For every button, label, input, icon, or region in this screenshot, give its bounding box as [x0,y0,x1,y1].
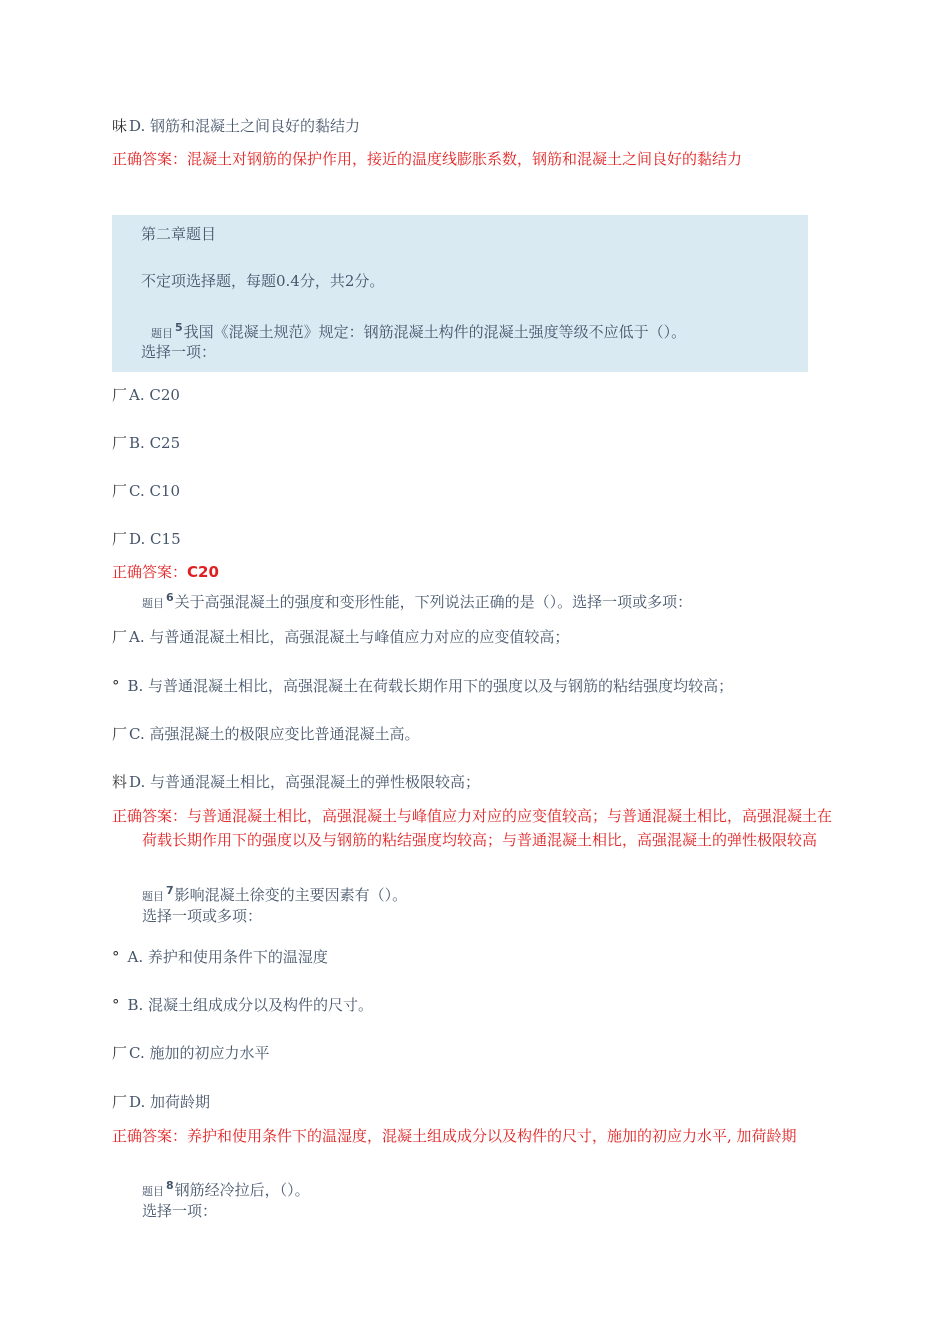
option-text: C. 高强混凝土的极限应变比普通混凝土高。 [129,725,420,743]
q4-answer [112,147,838,171]
chapter-info-box [112,215,808,372]
option-text: B. 与普通混凝土相比，高强混凝土在荷载长期作用下的强度以及与钢筋的粘结强度均较高； [127,677,734,695]
option-text: D. 钢筋和混凝土之间良好的黏结力 [129,117,361,135]
q6-option-a[interactable] [112,628,569,646]
option-text: C. 施加的初应力水平 [129,1044,270,1062]
q5-answer [112,560,838,584]
q4-option-d[interactable] [112,117,360,135]
question-number: 6 [166,591,174,604]
q7-prompt: 选择一项或多项： [142,907,263,925]
q8-prompt: 选择一项： [142,1202,218,1220]
option-text: B. C25 [129,434,181,452]
question-number: 5 [175,321,183,334]
option-marker: 厂 [112,1093,128,1111]
option-text: D. 加荷龄期 [129,1093,211,1111]
question-text: 关于高强混凝土的强度和变形性能，下列说法正确的是（）。选择一项或多项： [174,593,693,611]
q6-option-c[interactable] [112,725,420,743]
option-text: B. 混凝土组成成分以及构件的尺寸。 [127,996,374,1014]
option-marker: ° [112,677,120,695]
chapter-instructions: 不定项选择题，每题0.4分，共2分。 [141,272,385,290]
q5-option-c[interactable] [112,482,180,500]
answer-text: 养护和使用条件下的温湿度，混凝土组成成分以及构件的尺寸，施加的初应力水平, 加荷龄期 [187,1127,797,1145]
option-marker: 厂 [112,1044,128,1062]
option-text: A. C20 [129,386,180,404]
q7-option-d[interactable] [112,1093,210,1111]
option-text: D. 与普通混凝土相比，高强混凝土的弹性极限较高； [129,773,481,791]
q7-answer [112,1124,838,1148]
question-label: 题目 [142,890,164,903]
option-marker: 厂 [112,434,128,452]
q5-option-a[interactable] [112,386,180,404]
answer-label: 正确答案： [112,150,188,168]
answer-label: 正确答案： [112,1127,188,1145]
question-text: 钢筋经冷拉后，（）。 [174,1181,310,1199]
question-text: 影响混凝土徐变的主要因素有（）。 [174,886,408,904]
q7-question [142,882,407,906]
q7-option-a[interactable] [112,948,328,966]
question-label: 题目 [142,597,164,610]
q8-question [142,1177,310,1201]
q7-option-c[interactable] [112,1044,270,1062]
answer-label: 正确答案： [112,563,188,581]
q5-prompt: 选择一项： [141,343,217,361]
q5-option-d[interactable] [112,530,181,548]
q5-option-b[interactable] [112,434,180,452]
option-text: C. C10 [129,482,181,500]
option-marker: ° [112,948,120,966]
answer-label: 正确答案： [112,807,188,825]
question-text: 我国《混凝土规范》规定：钢筋混凝土构件的混凝土强度等级不应低于（）。 [183,323,687,341]
q6-option-d[interactable] [112,773,480,791]
question-number: 7 [166,884,174,897]
question-label: 题目 [142,1185,164,1198]
answer-value: C20 [187,563,219,581]
option-marker: 厂 [112,628,128,646]
option-marker: 味 [112,117,128,135]
q6-option-b[interactable] [112,677,733,695]
q6-question [142,589,692,613]
option-text: A. 与普通混凝土相比，高强混凝土与峰值应力对应的应变值较高； [129,628,570,646]
answer-text: 混凝土对钢筋的保护作用，接近的温度线膨胀系数，钢筋和混凝土之间良好的黏结力 [187,150,743,168]
q5-question [151,319,686,343]
option-marker: ° [112,996,120,1014]
option-text: A. 养护和使用条件下的温湿度 [127,948,328,966]
option-marker: 厂 [112,482,128,500]
option-marker: 厂 [112,530,128,548]
q6-answer [112,804,838,852]
option-marker: 料 [112,773,128,791]
option-text: D. C15 [129,530,181,548]
answer-text: 与普通混凝土相比，高强混凝土与峰值应力对应的应变值较高；与普通混凝土相比，高强混凝土在荷载长期作用下的强度以及与钢筋的粘结强度均较高；与普通混凝土相比，高强混凝土的弹性极限较高 [142,807,833,849]
option-marker: 厂 [112,386,128,404]
question-number: 8 [166,1179,174,1192]
q7-option-b[interactable] [112,996,373,1014]
question-label: 题目 [151,327,173,340]
option-marker: 厂 [112,725,128,743]
chapter-title: 第二章题目 [141,225,217,243]
